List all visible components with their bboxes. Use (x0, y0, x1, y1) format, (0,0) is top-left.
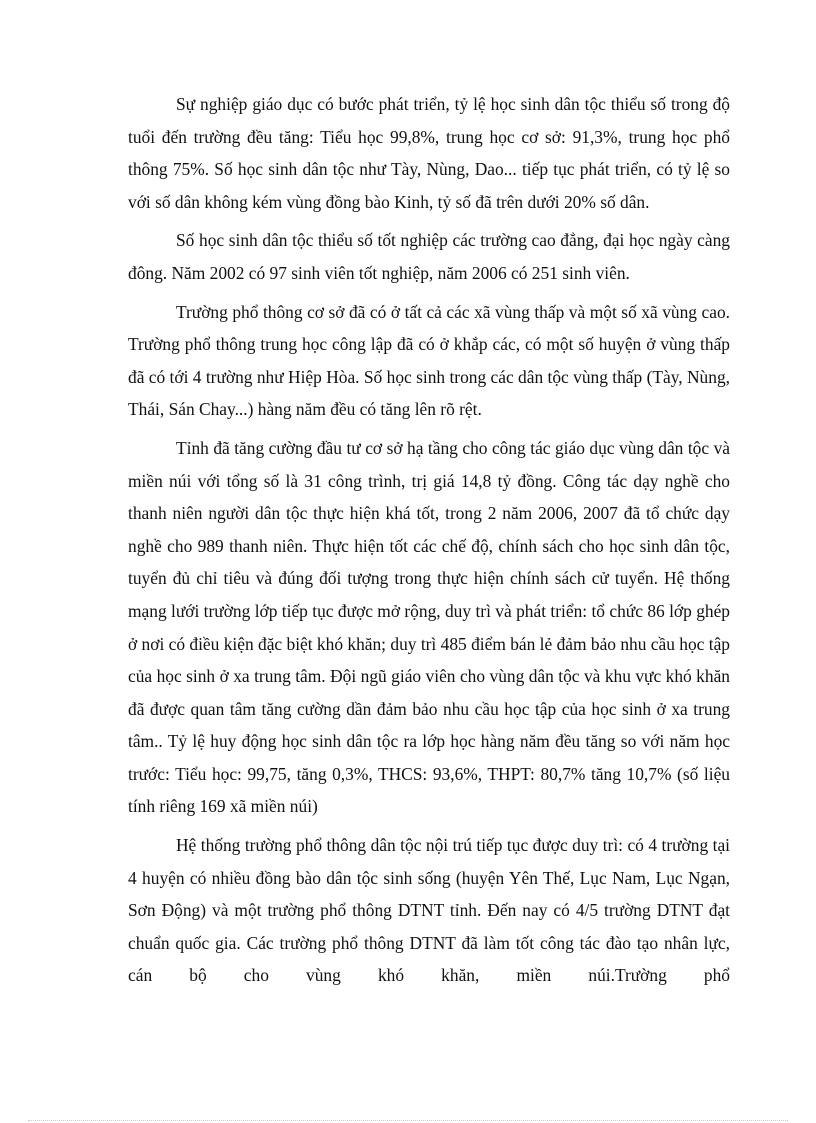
page-bottom-divider (28, 1120, 788, 1121)
paragraph-education-progress: Sự nghiệp giáo dục có bước phát triển, tỷ lệ học sinh dân tộc thiểu số trong độ tuổi đến trường đều tăng: Tiểu học 99,8%, trung học cơ sở: 91,3%, trung học phổ thông 75%. Số học sinh dân tộc như Tày, Nùng, Dao... tiếp tục phát triển, có tỷ lệ so với số dân không kém vùng đồng bào Kinh, tỷ số đã trên dưới 20% số dân. (128, 94, 730, 212)
document-body (128, 88, 730, 998)
paragraph-infrastructure-investment: Tỉnh đã tăng cường đầu tư cơ sở hạ tầng cho công tác giáo dục vùng dân tộc và miền núi với tổng số là 31 công trình, trị giá 14,8 tỷ đồng. Công tác dạy nghề cho thanh niên người dân tộc thực hiện khá tốt, trong 2 năm 2006, 2007 đã tổ chức dạy nghề cho 989 thanh niên. Thực hiện tốt các chế độ, chính sách cho học sinh dân tộc, tuyển đủ chỉ tiêu và đúng đối tượng trong thực hiện chính sách cử tuyển. Hệ thống mạng lưới trường lớp tiếp tục được mở rộng, duy trì và phát triển: tổ chức 86 lớp ghép ở nơi có điều kiện đặc biệt khó khăn; duy trì 485 điểm bán lẻ đảm bảo nhu cầu học tập của học sinh ở xa trung tâm. Đội ngũ giáo viên cho vùng dân tộc và khu vực khó khăn đã được quan tâm tăng cường dần đảm bảo nhu cầu học tập của học sinh ở xa trung tâm.. Tỷ lệ huy động học sinh dân tộc ra lớp học hàng năm đều tăng so với năm học trước: Tiểu học: 99,75, tăng 0,3%, THCS: 93,6%, THPT: 80,7% tăng 10,7% (số liệu tính riêng 169 xã miền núi) (128, 437, 730, 817)
paragraph-boarding-schools: Hệ thống trường phổ thông dân tộc nội trú tiếp tục được duy trì: có 4 trường tại 4 huyện có nhiều đồng bào dân tộc sinh sống (huyện Yên Thế, Lục Nam, Lục Ngạn, Sơn Động) và một trường phổ thông DTNT tỉnh. Đến nay có 4/5 trường DTNT đạt chuẩn quốc gia. Các trường phổ thông DTNT đã làm tốt công tác đào tạo nhân lực, cán bộ cho vùng khó khăn, miền núi.Trường phổ (128, 835, 730, 986)
paragraph-graduates: Số học sinh dân tộc thiểu số tốt nghiệp các trường cao đẳng, đại học ngày càng đông. Năm 2002 có 97 sinh viên tốt nghiệp, năm 2006 có 251 sinh viên. (128, 230, 730, 283)
paragraph-schools-network: Trường phổ thông cơ sở đã có ở tất cả các xã vùng thấp và một số xã vùng cao. Trường phổ thông trung học công lập đã có ở khắp các, có một số huyện ở vùng thấp đã có tới 4 trường như Hiệp Hòa. Số học sinh trong các dân tộc vùng thấp (Tày, Nùng, Thái, Sán Chay...) hàng năm đều có tăng lên rõ rệt. (128, 301, 730, 420)
